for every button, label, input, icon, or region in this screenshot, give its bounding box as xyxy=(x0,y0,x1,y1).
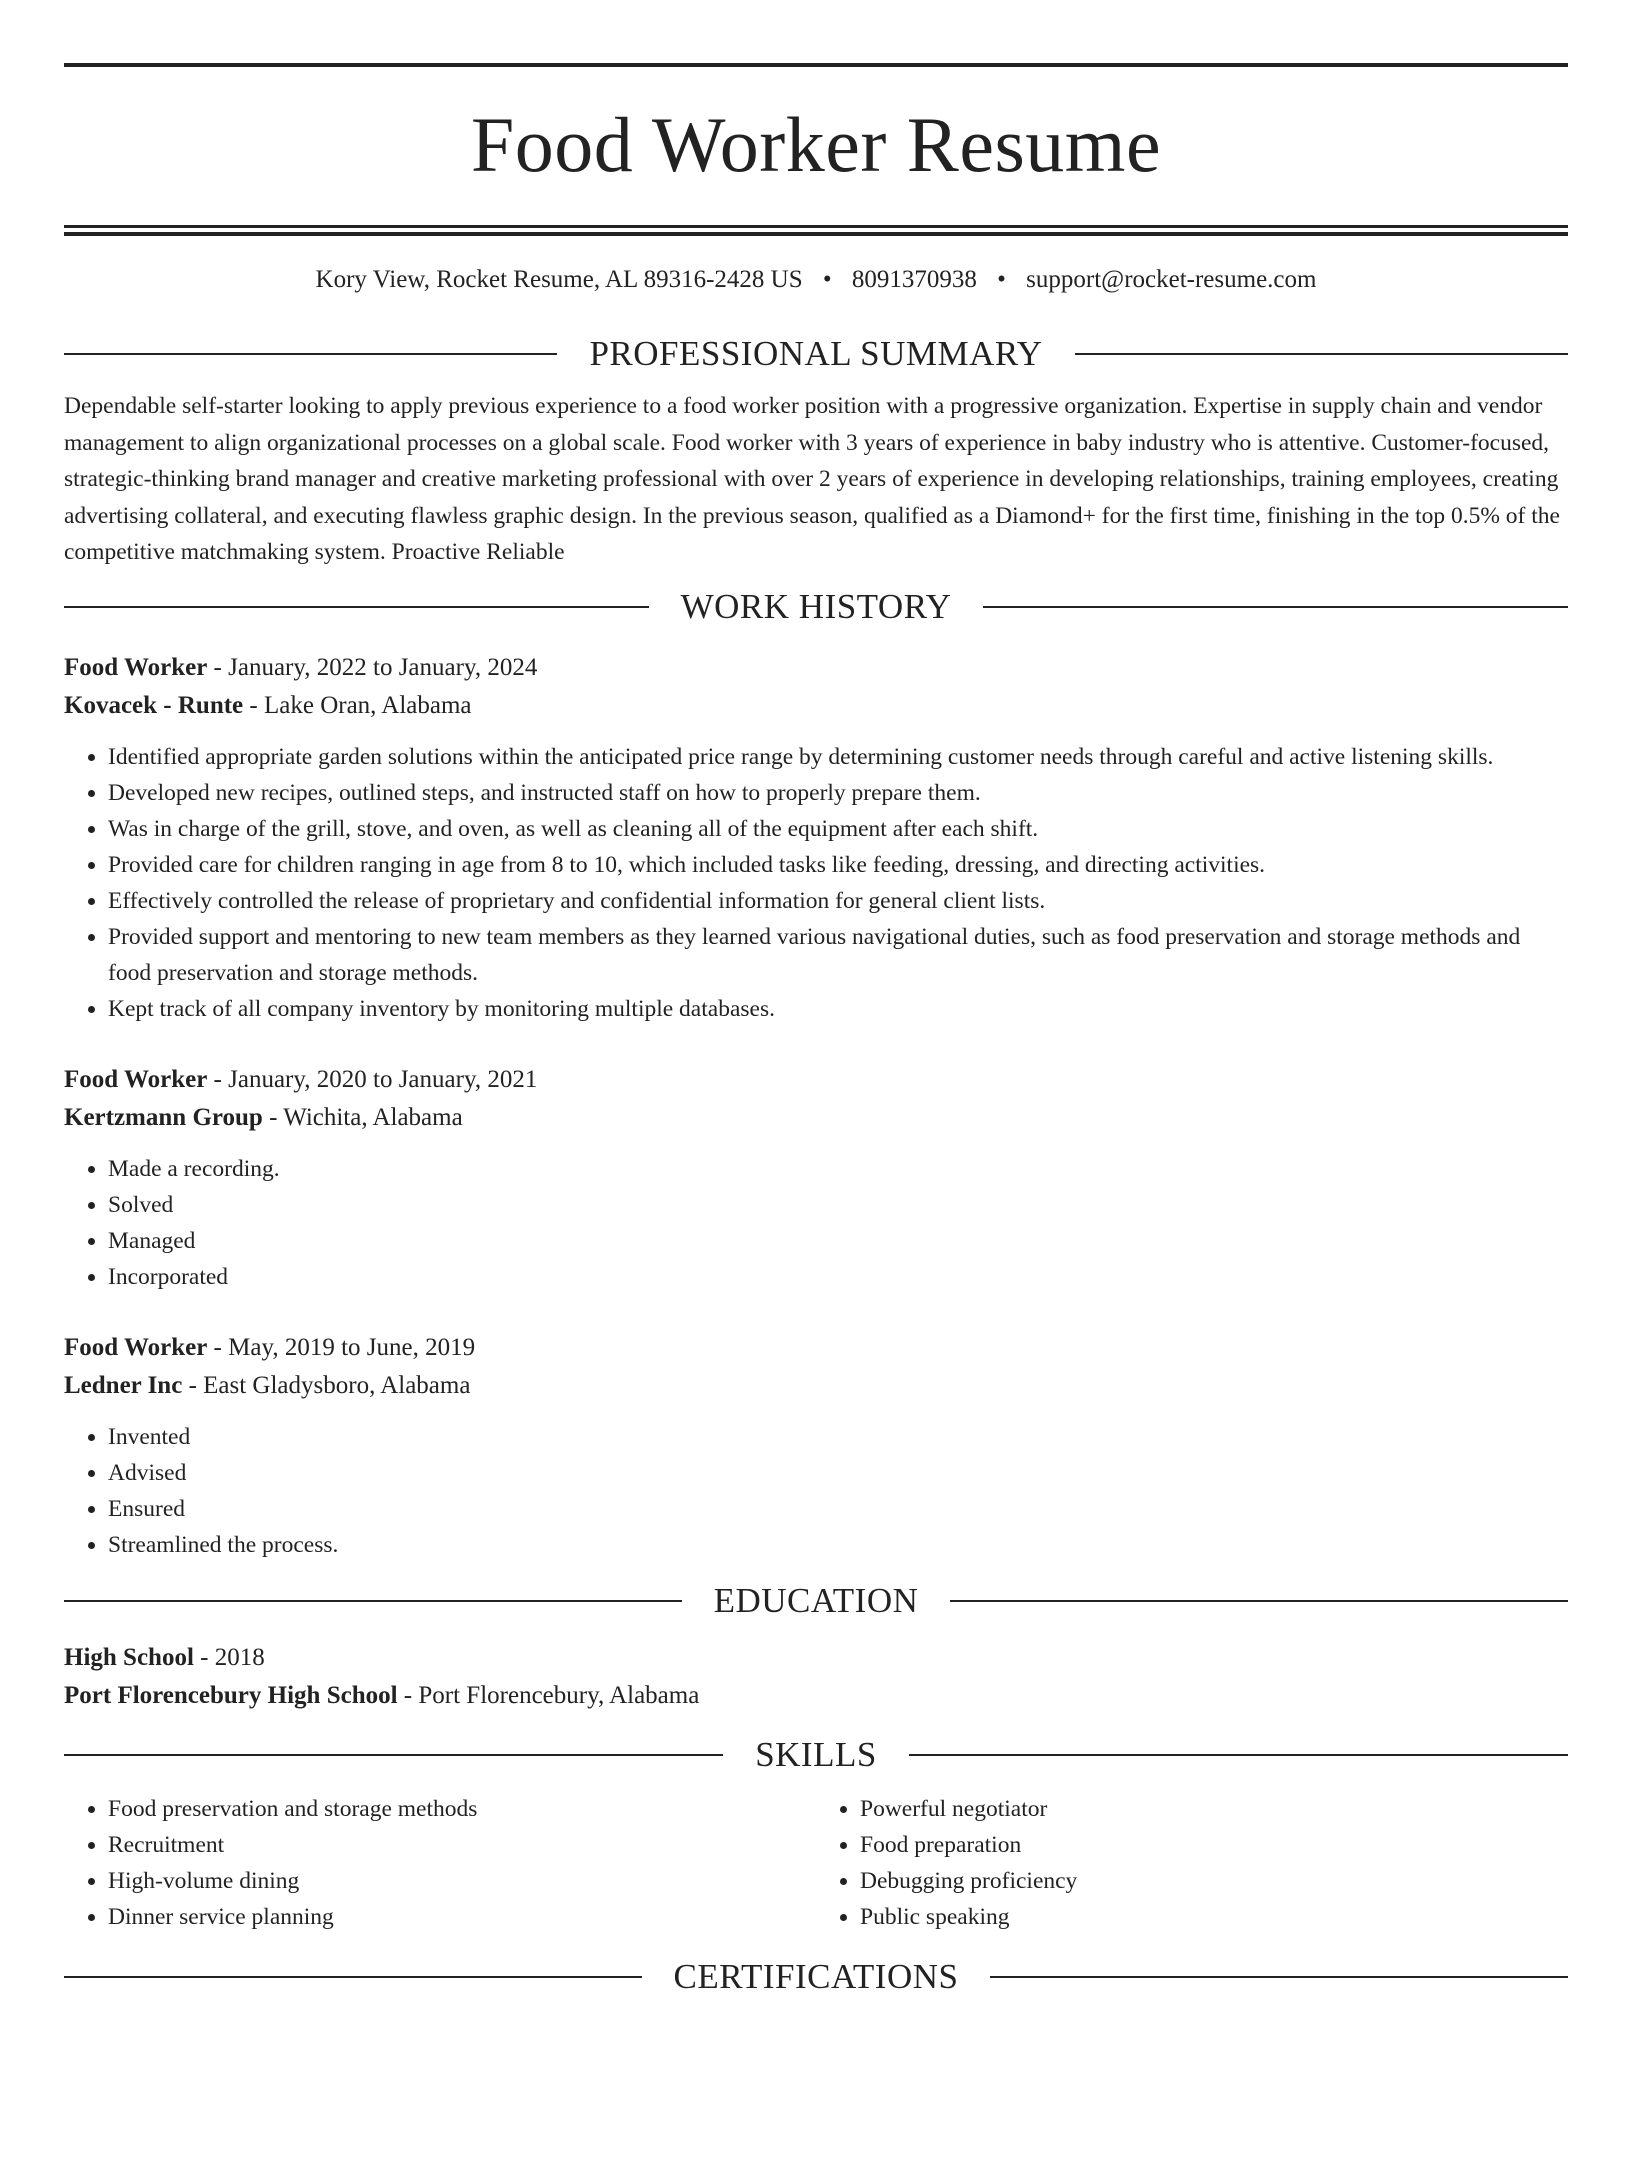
section-title: CERTIFICATIONS xyxy=(673,1956,959,1996)
list-item: • Developed new recipes, outlined steps, and instructed staff on how to properly prepare them. xyxy=(108,775,1568,811)
job-location: - Lake Oran, Alabama xyxy=(243,691,472,719)
title-double-rule xyxy=(64,225,1568,236)
list-item: • Made a recording. xyxy=(108,1151,1568,1187)
skill-item: • Food preservation and storage methods xyxy=(108,1791,816,1827)
job-title: Food Worker xyxy=(64,1333,208,1361)
list-item: • Managed xyxy=(108,1223,1568,1259)
job-location: - Wichita, Alabama xyxy=(262,1103,463,1131)
skill-item: • Public speaking xyxy=(860,1899,1568,1935)
job-duties-list xyxy=(64,1151,1568,1295)
job-duties-list xyxy=(64,739,1568,1027)
job-title-line xyxy=(64,649,1568,687)
list-item: • Provided care for children ranging in age from 8 to 10, which included tasks like feeding, dressing, and directing activities. xyxy=(108,847,1568,883)
contact-phone: 8091370938 xyxy=(851,266,977,293)
list-item: • Advised xyxy=(108,1455,1568,1491)
top-rule xyxy=(64,63,1568,67)
contact-email: support@rocket-resume.com xyxy=(1026,266,1317,293)
section-title: SKILLS xyxy=(755,1734,877,1774)
job-title: Food Worker xyxy=(64,653,208,681)
skills-list-left xyxy=(64,1791,816,1935)
education-school-line xyxy=(64,1677,1568,1715)
section-heading-education xyxy=(64,1579,1568,1623)
heading-rule xyxy=(64,1754,723,1756)
heading-rule xyxy=(909,1754,1568,1756)
skill-item: • Recruitment xyxy=(108,1827,816,1863)
section-heading-certifications xyxy=(64,1955,1568,1999)
education-location: - Port Florencebury, Alabama xyxy=(397,1681,700,1709)
skill-item: • Food preparation xyxy=(860,1827,1568,1863)
job-entry xyxy=(64,1061,1568,1295)
job-title-line xyxy=(64,1329,1568,1367)
resume-title: Food Worker Resume xyxy=(470,101,1162,188)
heading-rule xyxy=(64,1976,642,1978)
job-dates: - January, 2022 to January, 2024 xyxy=(207,653,538,681)
list-item: • Effectively controlled the release of proprietary and confidential information for general client lists. xyxy=(108,883,1568,919)
heading-rule xyxy=(950,1600,1568,1602)
job-dates: - May, 2019 to June, 2019 xyxy=(207,1333,476,1361)
job-company: Kertzmann Group xyxy=(64,1103,263,1131)
skills-columns xyxy=(64,1777,1568,1935)
skill-item: • Powerful negotiator xyxy=(860,1791,1568,1827)
education-degree-line xyxy=(64,1639,1568,1677)
job-location: - East Gladysboro, Alabama xyxy=(182,1371,471,1399)
summary-text: Dependable self-starter looking to apply previous experience to a food worker position with a progressive organization. Expertise in supply chain and vendor management to align organizational processes on a global scale. Food worker with 3 years of experience in baby industry who is attentive. Customer-focused, strategic-thinking brand manager and creative marketing professional with over 2 years of experience in developing relationships, training employees, creating advertising collateral, and executing flawless graphic design. In the previous season, qualified as a Diamond+ for the first time, finishing in the top 0.5% of the competitive matchmaking system. Proactive Reliable xyxy=(64,393,1560,565)
list-item: • Kept track of all company inventory by monitoring multiple databases. xyxy=(108,991,1568,1027)
education-school: Port Florencebury High School xyxy=(64,1681,398,1709)
heading-rule xyxy=(64,353,557,355)
skill-item: • Dinner service planning xyxy=(108,1899,816,1935)
section-title: PROFESSIONAL SUMMARY xyxy=(589,334,1043,373)
list-item: • Was in charge of the grill, stove, and oven, as well as cleaning all of the equipment after each shift. xyxy=(108,811,1568,847)
job-company-line xyxy=(64,1099,1568,1137)
list-item: • Streamlined the process. xyxy=(108,1527,1568,1563)
education-degree: High School xyxy=(64,1643,194,1671)
list-item: • Solved xyxy=(108,1187,1568,1223)
contact-address: Kory View, Rocket Resume, AL 89316-2428 US xyxy=(315,266,803,293)
list-item: • Identified appropriate garden solutions within the anticipated price range by determining customer needs through careful and active listening skills. xyxy=(108,739,1568,775)
section-heading-summary xyxy=(64,332,1568,376)
job-company-line xyxy=(64,1367,1568,1405)
job-company: Kovacek - Runte xyxy=(64,691,244,719)
contact-separator: • xyxy=(997,266,1006,293)
job-title-line xyxy=(64,1061,1568,1099)
heading-rule xyxy=(64,606,649,608)
list-item: • Incorporated xyxy=(108,1259,1568,1295)
education-entry xyxy=(64,1639,1568,1715)
heading-rule xyxy=(1075,353,1568,355)
heading-rule xyxy=(64,1600,682,1602)
education-year: - 2018 xyxy=(193,1643,265,1671)
job-dates: - January, 2020 to January, 2021 xyxy=(207,1065,538,1093)
list-item: • Invented xyxy=(108,1419,1568,1455)
heading-rule xyxy=(983,606,1568,608)
section-title: EDUCATION xyxy=(713,1580,919,1620)
job-title: Food Worker xyxy=(64,1065,208,1093)
section-heading-skills xyxy=(64,1733,1568,1777)
job-company: Ledner Inc xyxy=(64,1371,183,1399)
resume-page xyxy=(0,63,1632,2175)
job-company-line xyxy=(64,687,1568,725)
list-item: • Ensured xyxy=(108,1491,1568,1527)
skills-list-right xyxy=(816,1791,1568,1935)
section-title: WORK HISTORY xyxy=(680,586,952,626)
contact-separator: • xyxy=(822,266,832,293)
list-item: • Provided support and mentoring to new team members as they learned various navigational duties, such as food preservation and storage methods and food preservation and storage methods. xyxy=(108,919,1568,991)
contact-line xyxy=(64,264,1568,296)
section-heading-work xyxy=(64,585,1568,629)
job-duties-list xyxy=(64,1419,1568,1563)
skill-item: • High-volume dining xyxy=(108,1863,816,1899)
skill-item: • Debugging proficiency xyxy=(860,1863,1568,1899)
job-entry xyxy=(64,649,1568,1027)
heading-rule xyxy=(990,1976,1568,1978)
job-entry xyxy=(64,1329,1568,1563)
